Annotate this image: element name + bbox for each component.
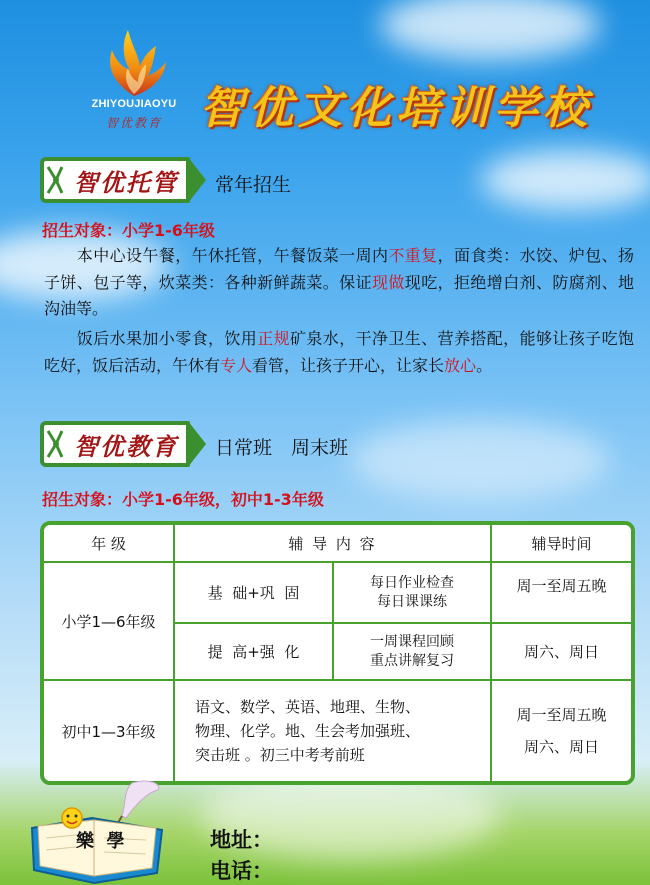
table-header-grade: 年 级	[91, 534, 126, 553]
book-text: 樂 學	[76, 831, 125, 852]
cloud-decoration	[480, 150, 650, 210]
ribbon-knot-icon	[42, 163, 70, 197]
school-title: 智优文化培训学校	[200, 83, 592, 134]
recruit-target: 招生对象：小学1-6年级	[42, 221, 215, 240]
table-header-content: 辅 导 内 容	[288, 534, 377, 553]
grade-primary: 小学1—6年级	[61, 612, 156, 631]
content-basic: 基 础+巩 固	[207, 584, 300, 602]
content-advanced-detail: 一周课程回顾 重点讲解复习	[370, 633, 454, 669]
flame-logo-icon	[94, 28, 174, 98]
section-subtitle: 常年招生	[215, 174, 292, 196]
content-advanced: 提 高+强 化	[207, 643, 300, 661]
school-logo	[84, 28, 184, 138]
ribbon-knot-icon	[42, 427, 70, 461]
schedule-table	[40, 521, 635, 785]
logo-chinese-text: 智优教育	[105, 116, 162, 130]
time-weekend: 周六、周日	[523, 643, 599, 661]
time-weekday: 周一至周五晚	[516, 577, 607, 595]
section-tag-jiaoyu	[40, 421, 200, 467]
time-middle: 周一至周五晚 周六、周日	[516, 706, 607, 756]
grade-middle: 初中1—3年级	[61, 722, 156, 741]
address-label: 地址：	[210, 828, 273, 852]
paragraph-lunch: 本中心设午餐，午休托管，午餐饭菜一周内不重复，面食类：水饺、炉包、扬子饼、包子等，炊菜类：各种新鲜蔬菜。保证现做现吃，拒绝增白剂、防腐剂、地沟油等。	[44, 246, 634, 318]
section-tag-tuoguan	[40, 157, 200, 203]
logo-english-text: ZHIYOUJIAOYU	[91, 98, 177, 110]
recruit-target: 招生对象：小学1-6年级，初中1-3年级	[42, 490, 324, 509]
table-header-time: 辅导时间	[531, 534, 592, 553]
paragraph-afternoon: 饭后水果加小零食，饮用正规矿泉水，干净卫生、营养搭配，能够让孩子吃饱吃好，饭后活动，午休有专人看管，让孩子开心，让家长放心。	[44, 329, 634, 375]
content-basic-detail: 每日作业检查 每日课课练	[370, 574, 454, 610]
section-subtitle: 日常班 周末班	[215, 437, 349, 459]
cloud-decoration	[380, 0, 600, 60]
phone-label: 电话：	[210, 859, 273, 883]
cloud-decoration	[350, 420, 610, 500]
content-middle: 语文、数学、英语、地理、生物、 物理、化学。地、生会考加强班、 突击班 。初三中考考前班	[195, 698, 421, 764]
section-tag-label: 智优托管	[74, 168, 178, 197]
section-tag-label: 智优教育	[74, 432, 178, 461]
